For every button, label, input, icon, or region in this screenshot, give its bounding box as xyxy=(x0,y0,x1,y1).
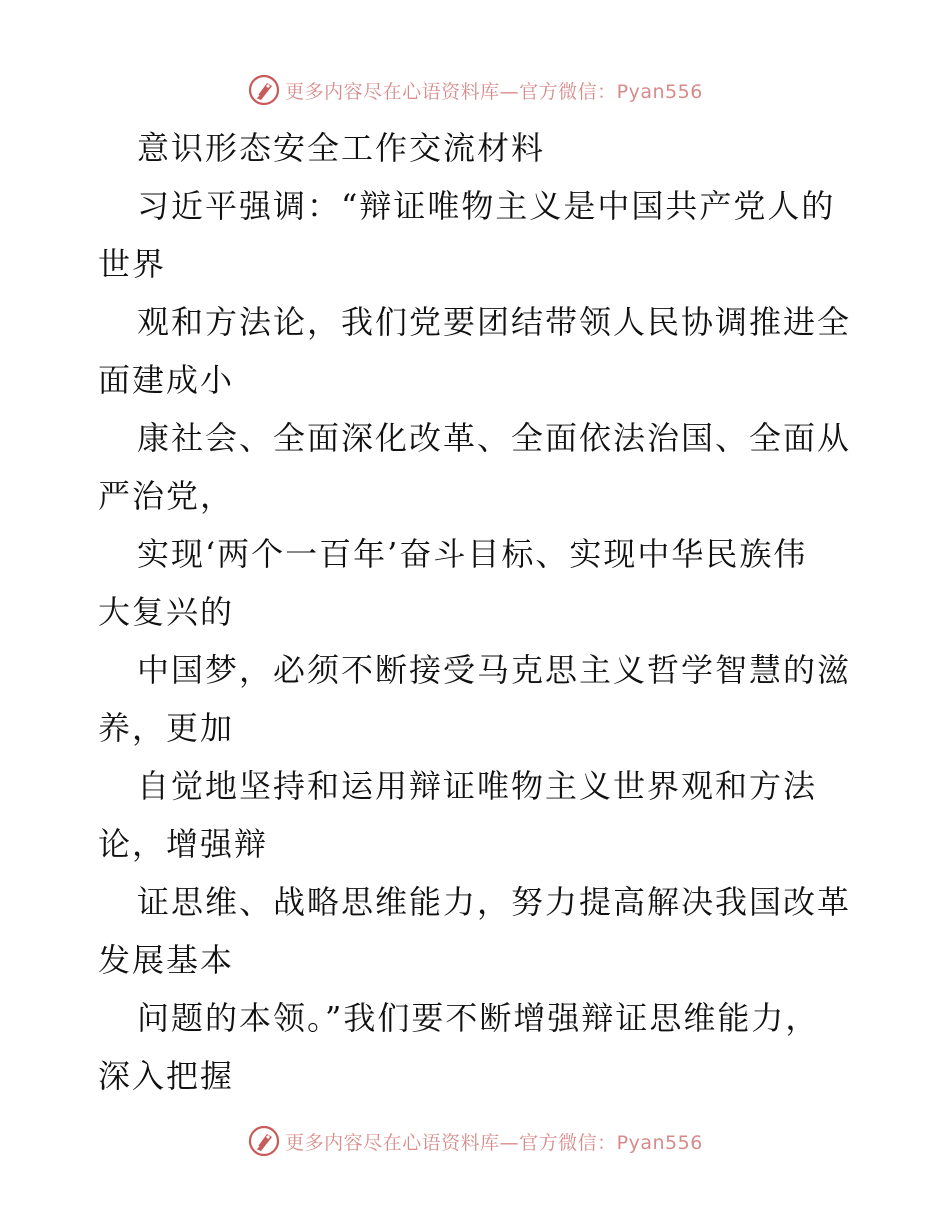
pen-nib-logo-icon xyxy=(247,73,281,107)
paragraph-line: 论，增强辩 xyxy=(98,825,269,863)
pen-nib-logo-icon xyxy=(247,1124,281,1158)
paragraph-line: 面建成小 xyxy=(98,361,235,399)
paragraph-line: 世界 xyxy=(98,245,167,283)
paragraph-line: 严治党， xyxy=(98,477,235,515)
footer-banner-text: 更多内容尽在心语资料库—官方微信：Pyan556 xyxy=(285,1131,703,1154)
paragraph-line: 康社会、全面深化改革、全面依法治国、全面从 xyxy=(137,419,852,457)
document-title: 意识形态安全工作交流材料 xyxy=(137,129,546,167)
paragraph-line: 深入把握 xyxy=(98,1057,235,1095)
paragraph-line: 大复兴的 xyxy=(98,593,235,631)
paragraph-line: 中国梦，必须不断接受马克思主义哲学智慧的滋 xyxy=(137,651,852,689)
header-banner-text: 更多内容尽在心语资料库—官方微信：Pyan556 xyxy=(285,80,703,103)
paragraph-line: 实现‘两个一百年’奋斗目标、实现中华民族伟 xyxy=(137,535,808,573)
paragraph-line: 观和方法论，我们党要团结带领人民协调推进全 xyxy=(137,303,852,341)
paragraph-line: 自觉地坚持和运用辩证唯物主义世界观和方法 xyxy=(137,767,818,805)
footer-banner xyxy=(0,1119,950,1163)
paragraph-line: 证思维、战略思维能力，努力提高解决我国改革 xyxy=(137,883,852,921)
paragraph-line: 发展基本 xyxy=(98,941,235,979)
paragraph-line: 习近平强调：“辩证唯物主义是中国共产党人的 xyxy=(137,187,836,225)
paragraph-line: 问题的本领。”我们要不断增强辩证思维能力， xyxy=(137,999,820,1037)
paragraph-line: 养，更加 xyxy=(98,709,235,747)
header-banner xyxy=(0,68,950,112)
